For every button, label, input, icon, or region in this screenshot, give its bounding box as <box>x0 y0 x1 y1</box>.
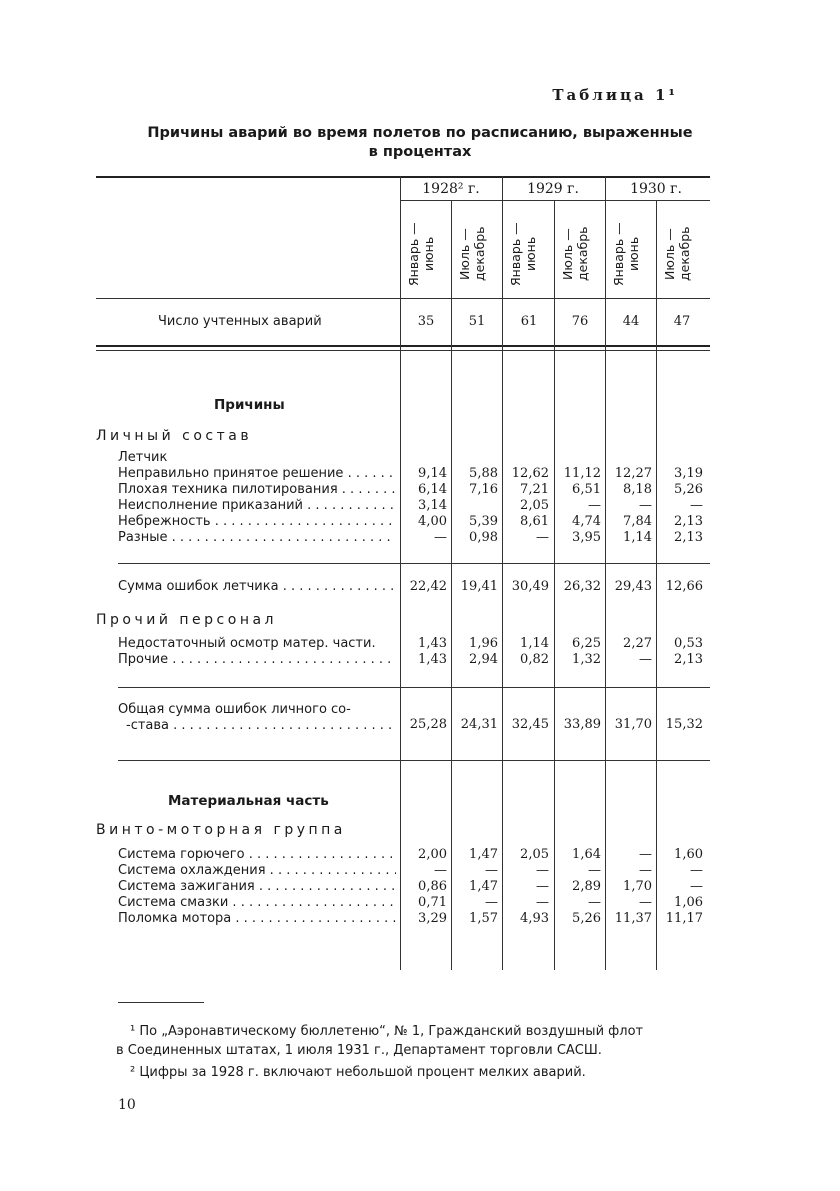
cell-value: 1,06 <box>674 895 703 910</box>
row-label: Небрежность . . . <box>118 514 396 529</box>
total-value: 31,70 <box>614 717 652 732</box>
cell-value: 1,57 <box>469 911 498 926</box>
cell-value: 2,00 <box>418 847 447 862</box>
row-label: Разные . . . <box>118 530 396 545</box>
pilot-sum-value: 19,41 <box>460 579 498 594</box>
pilot-sum-value: 29,43 <box>614 579 652 594</box>
year-header-1929: 1929 г. <box>527 181 579 197</box>
top-rule <box>96 176 710 178</box>
cell-value: 5,88 <box>469 466 498 481</box>
cell-value: 1,47 <box>469 847 498 862</box>
cell-value: 0,53 <box>674 636 703 651</box>
total-value: 24,31 <box>460 717 498 732</box>
pilot-sum-value: 22,42 <box>409 579 447 594</box>
cell-value: 5,26 <box>572 911 601 926</box>
cell-value: 0,82 <box>520 652 549 667</box>
causes-heading: Причины <box>214 397 285 413</box>
footnote-2: ² Цифры за 1928 г. включают небольшой процент мелких аварий. <box>130 1065 586 1080</box>
header-bottom-rule <box>96 298 710 299</box>
pilot-label: Летчик <box>118 450 168 465</box>
cell-value: 5,26 <box>674 482 703 497</box>
row-label: Система горючего . . . <box>118 847 396 862</box>
cell-value: 6,51 <box>572 482 601 497</box>
footnote-1 <box>116 1022 716 1060</box>
cell-value: — <box>536 895 549 910</box>
cell-value: 1,32 <box>572 652 601 667</box>
cell-value: 1,43 <box>418 652 447 667</box>
table-title-line-1: Причины аварий во время полетов по расписанию, выраженные <box>147 125 693 141</box>
cell-value: 4,74 <box>572 514 601 529</box>
cell-value: — <box>690 879 703 894</box>
table-title <box>110 124 730 162</box>
cell-value: — <box>639 652 652 667</box>
cell-value: 7,16 <box>469 482 498 497</box>
total-label-line-2: -става . . . <box>126 718 396 733</box>
footnote-rule <box>118 1002 204 1003</box>
table-title-line-2: в процентах <box>368 144 472 160</box>
total-value: 33,89 <box>563 717 601 732</box>
period-header-2: Июль — декабрь <box>457 226 487 282</box>
accidents-count-value: 76 <box>571 314 589 329</box>
cell-value: 6,14 <box>418 482 447 497</box>
cell-value: — <box>434 863 447 878</box>
accidents-count-value: 61 <box>520 314 538 329</box>
period-header-4: Июль — декабрь <box>560 226 590 282</box>
cell-value: 6,25 <box>572 636 601 651</box>
cell-value: — <box>639 863 652 878</box>
table-number: Таблица 1¹ <box>552 86 678 104</box>
cell-value: 8,61 <box>520 514 549 529</box>
pilot-sum-value: 12,66 <box>665 579 703 594</box>
cell-value: 8,18 <box>623 482 652 497</box>
cell-value: 7,84 <box>623 514 652 529</box>
year-underline <box>400 200 710 201</box>
accidents-count-label: Число учтенных аварий <box>158 314 322 329</box>
accidents-count-value: 35 <box>417 314 435 329</box>
accidents-count-value: 47 <box>673 314 691 329</box>
cell-value: 9,14 <box>418 466 447 481</box>
cell-value: 1,70 <box>623 879 652 894</box>
cell-value: 11,37 <box>614 911 652 926</box>
row-label: Система охлаждения . . . <box>118 863 396 878</box>
cell-value: 7,21 <box>520 482 549 497</box>
page-number: 10 <box>118 1097 136 1113</box>
footnote-1-line-2: в Соединенных штатах, 1 июля 1931 г., Департамент торговли САСШ. <box>116 1043 602 1058</box>
cell-value: 0,98 <box>469 530 498 545</box>
cell-value: 1,96 <box>469 636 498 651</box>
cell-value: 3,14 <box>418 498 447 513</box>
row-label: Система зажигания . . . <box>118 879 396 894</box>
pilot-sum-value: 26,32 <box>563 579 601 594</box>
period-header-3: Январь — июнь <box>508 222 538 286</box>
year-header-1928: 1928² г. <box>422 181 480 197</box>
cell-value: 2,89 <box>572 879 601 894</box>
row-label: Поломка мотора . . . <box>118 911 396 926</box>
cell-value: 11,17 <box>665 911 703 926</box>
cell-value: — <box>639 895 652 910</box>
personnel-label: Личный состав <box>96 428 253 444</box>
cell-value: 1,64 <box>572 847 601 862</box>
accidents-count-value: 51 <box>468 314 486 329</box>
cell-value: — <box>588 863 601 878</box>
cell-value: 11,12 <box>563 466 601 481</box>
cell-value: 3,19 <box>674 466 703 481</box>
cell-value: 1,47 <box>469 879 498 894</box>
pilot-separator <box>118 563 710 564</box>
cell-value: — <box>639 498 652 513</box>
cell-value: 4,93 <box>520 911 549 926</box>
cell-value: 2,94 <box>469 652 498 667</box>
cell-value: 2,05 <box>520 847 549 862</box>
cell-value: — <box>690 863 703 878</box>
year-header-1930: 1930 г. <box>630 181 682 197</box>
cell-value: — <box>434 530 447 545</box>
row-label: Плохая техника пилотирования . . . <box>118 482 396 497</box>
other-separator <box>118 687 710 688</box>
cell-value: 5,39 <box>469 514 498 529</box>
cell-value: — <box>690 498 703 513</box>
cell-value: — <box>588 895 601 910</box>
total-value: 32,45 <box>511 717 549 732</box>
cell-value: 0,71 <box>418 895 447 910</box>
cell-value: 2,05 <box>520 498 549 513</box>
material-heading: Материальная часть <box>168 793 329 809</box>
row-label: Неисполнение приказаний . . . <box>118 498 396 513</box>
period-header-5: Январь — июнь <box>611 222 641 286</box>
row-label: Система смазки . . . <box>118 895 396 910</box>
cell-value: — <box>485 863 498 878</box>
pilot-sum-label: Сумма ошибок летчика . . . <box>118 579 396 594</box>
pilot-sum-value: 30,49 <box>511 579 549 594</box>
cell-value: 3,29 <box>418 911 447 926</box>
cell-value: 2,13 <box>674 652 703 667</box>
cell-value: 12,62 <box>511 466 549 481</box>
row-label: Прочие . . . <box>118 652 396 667</box>
period-header-1: Январь — июнь <box>406 222 436 286</box>
row-label: Недостаточный осмотр матер. части. <box>118 636 376 651</box>
cell-value: 4,00 <box>418 514 447 529</box>
cell-value: 1,14 <box>623 530 652 545</box>
cell-value: — <box>639 847 652 862</box>
total-separator <box>118 760 710 761</box>
footnote-1-line-1: ¹ По „Аэронавтическому бюллетеню“, № 1, Гражданский воздушный флот <box>130 1024 644 1039</box>
cell-value: — <box>536 530 549 545</box>
total-label-line-1: Общая сумма ошибок личного со- <box>118 702 351 717</box>
cell-value: — <box>536 863 549 878</box>
accidents-count-value: 44 <box>622 314 640 329</box>
count-bottom-rule-2 <box>96 350 710 351</box>
cell-value: 2,27 <box>623 636 652 651</box>
cell-value: 0,86 <box>418 879 447 894</box>
cell-value: — <box>588 498 601 513</box>
engine-group-label: Винто-моторная группа <box>96 822 346 838</box>
cell-value: 3,95 <box>572 530 601 545</box>
cell-value: 1,60 <box>674 847 703 862</box>
cell-value: 2,13 <box>674 530 703 545</box>
total-value: 25,28 <box>409 717 447 732</box>
cell-value: 12,27 <box>614 466 652 481</box>
cell-value: 1,43 <box>418 636 447 651</box>
cell-value: 2,13 <box>674 514 703 529</box>
cell-value: — <box>485 895 498 910</box>
total-value: 15,32 <box>665 717 703 732</box>
period-header-6: Июль — декабрь <box>662 226 692 282</box>
row-label: Неправильно принятое решение . . . <box>118 466 396 481</box>
cell-value: — <box>536 879 549 894</box>
other-personnel-label: Прочий персонал <box>96 612 277 628</box>
cell-value: 1,14 <box>520 636 549 651</box>
count-bottom-rule <box>96 345 710 347</box>
